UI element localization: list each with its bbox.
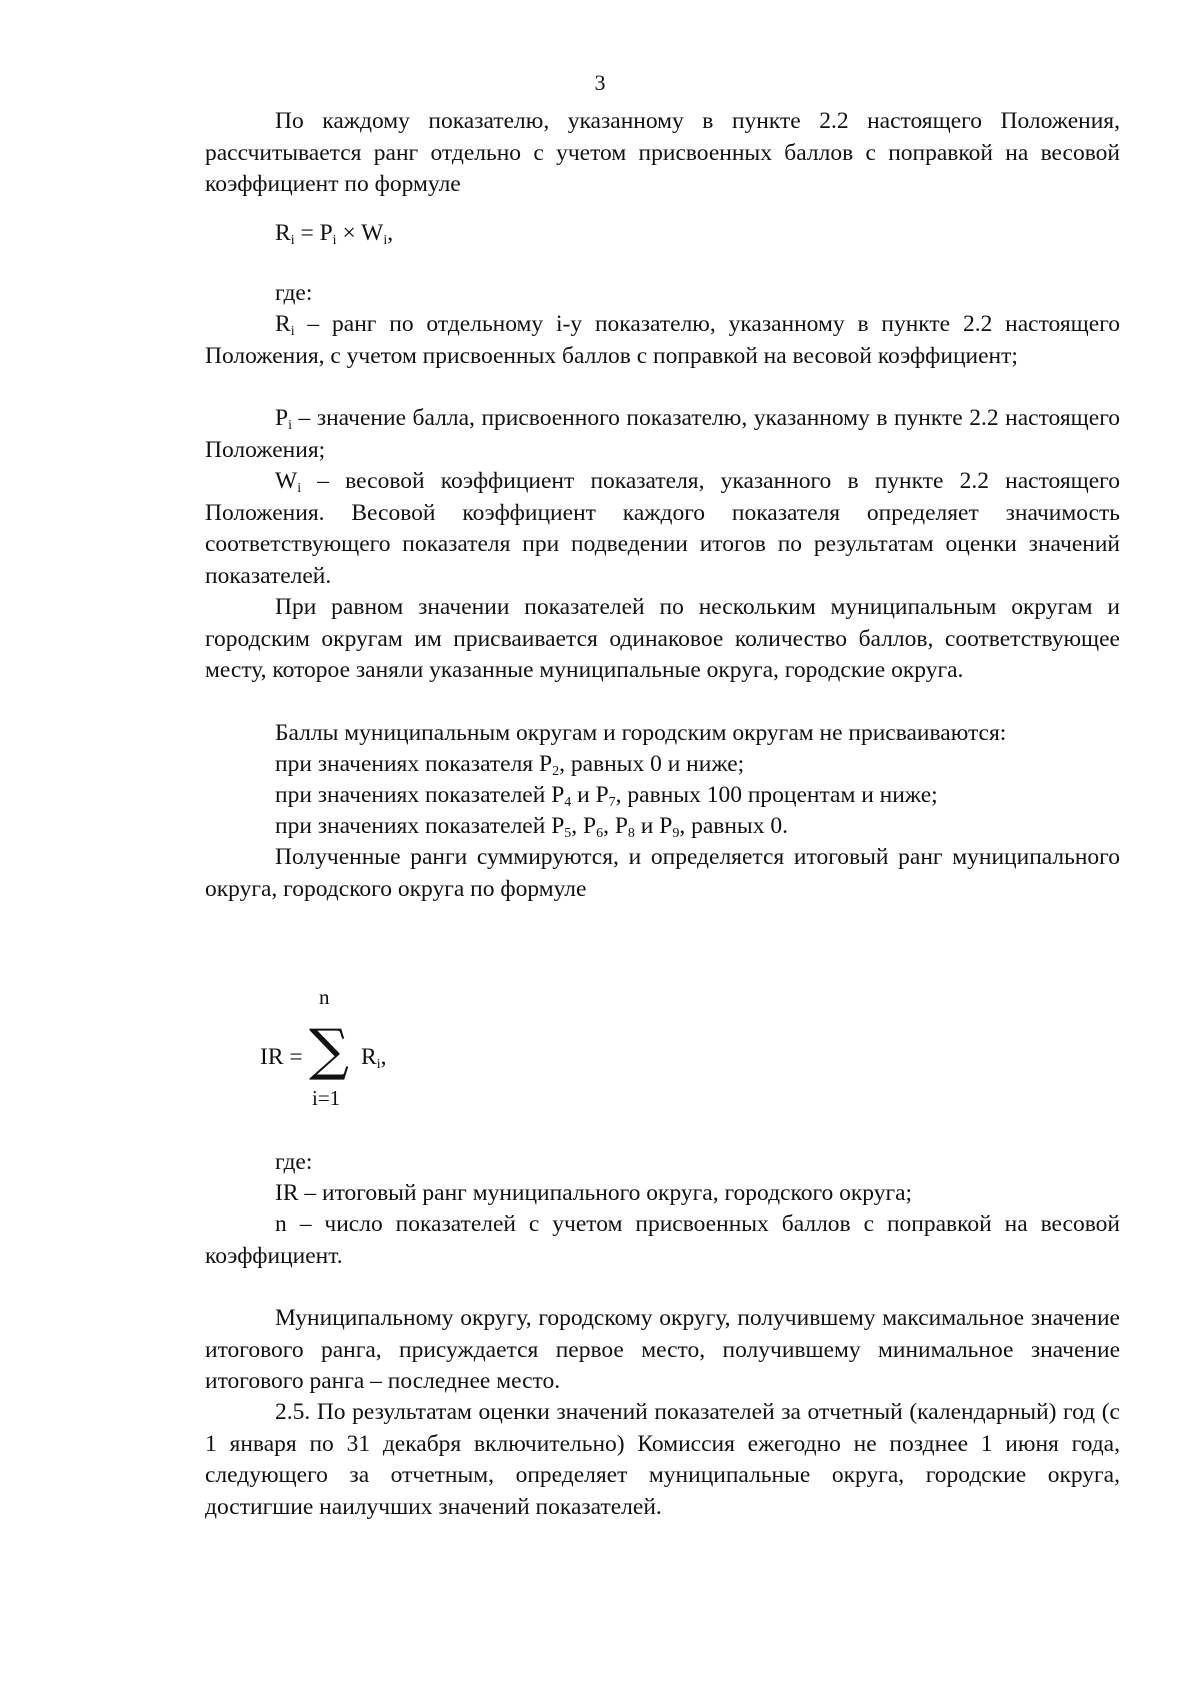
sum-upper-limit: n (319, 985, 330, 1009)
paragraph-2-5: 2.5. По результатам оценки значений показателей за отчетный (календарный) год (с 1 января по 31 декабря включительно) Комиссия ежегодно не позднее 1 июня года, следующего за отчетным, определяет муниципальные округа, городские округа, достигшие наилучших значений показателей. (205, 1399, 1120, 1520)
definition-w: $W_i$ – весовой коэффициент показателя, указанного в пункте 2.2 настоящего Положения. Весовой коэффициент каждого показателя определяет значимость соответствующего показателя при подведении итогов по результатам оценки значений показателей. (205, 468, 1120, 589)
paragraph-sum-ranks: Полученные ранги суммируются, и определяется итоговый ранг муниципального округа, городского округа по формуле (205, 844, 1120, 902)
paragraph-no-points: Баллы муниципальным округам и городским округам не присваиваются: (275, 720, 1007, 746)
definition-p: $P_i$ – значение балла, присвоенного показателю, указанному в пункте 2.2 настоящего Положения; (205, 405, 1120, 463)
paragraph-places: Муниципальному округу, городскому округу, получившему максимальное значение итогового ранга, присуждается первое место, получившему минимальное значение итогового ранга – последнее место. (205, 1305, 1120, 1394)
definition-ir: IR – итоговый ранг муниципального округа, городского округа; (275, 1180, 913, 1206)
condition-p4-p7: при значениях показателей $P_4$ и $P_7$, равных 100 процентам и ниже; (275, 782, 938, 810)
paragraph-equal-values: При равном значении показателей по нескольким муниципальным округам и городским округам им присваивается одинаковое количество баллов, соответствующее месту, которое заняли указанные муниципальные округа, городские округа. (205, 594, 1120, 683)
sigma-symbol: ∑ (309, 1018, 349, 1083)
formula-lhs: IR = (260, 1044, 303, 1070)
where-label-2: где: (275, 1149, 313, 1175)
condition-p5-p9: при значениях показателей $P_5$, $P_6$, $P_8$ и $P_9$, равных 0. (275, 813, 788, 841)
formula-rhs: $R_i$, (361, 1044, 387, 1072)
where-label: где: (275, 280, 313, 306)
definition-n: n – число показателей с учетом присвоенных баллов с поправкой на весовой коэффициент. (205, 1211, 1120, 1269)
page-number: 3 (594, 70, 606, 95)
formula-rank: $R_i = P_i \times W_i$, (275, 220, 394, 248)
condition-p2: при значениях показателя $P_2$, равных 0 и ниже; (275, 751, 745, 779)
definition-r: $R_i$ – ранг по отдельному i-у показателю, указанному в пункте 2.2 настоящего Положения, с учетом присвоенных баллов с поправкой на весовой коэффициент; (205, 311, 1120, 369)
sum-lower-limit: i=1 (312, 1086, 341, 1110)
paragraph-rank-calculation: По каждому показателю, указанному в пункте 2.2 настоящего Положения, рассчитывается ранг отдельно с учетом присвоенных баллов с поправкой на весовой коэффициент по формуле (205, 108, 1120, 197)
